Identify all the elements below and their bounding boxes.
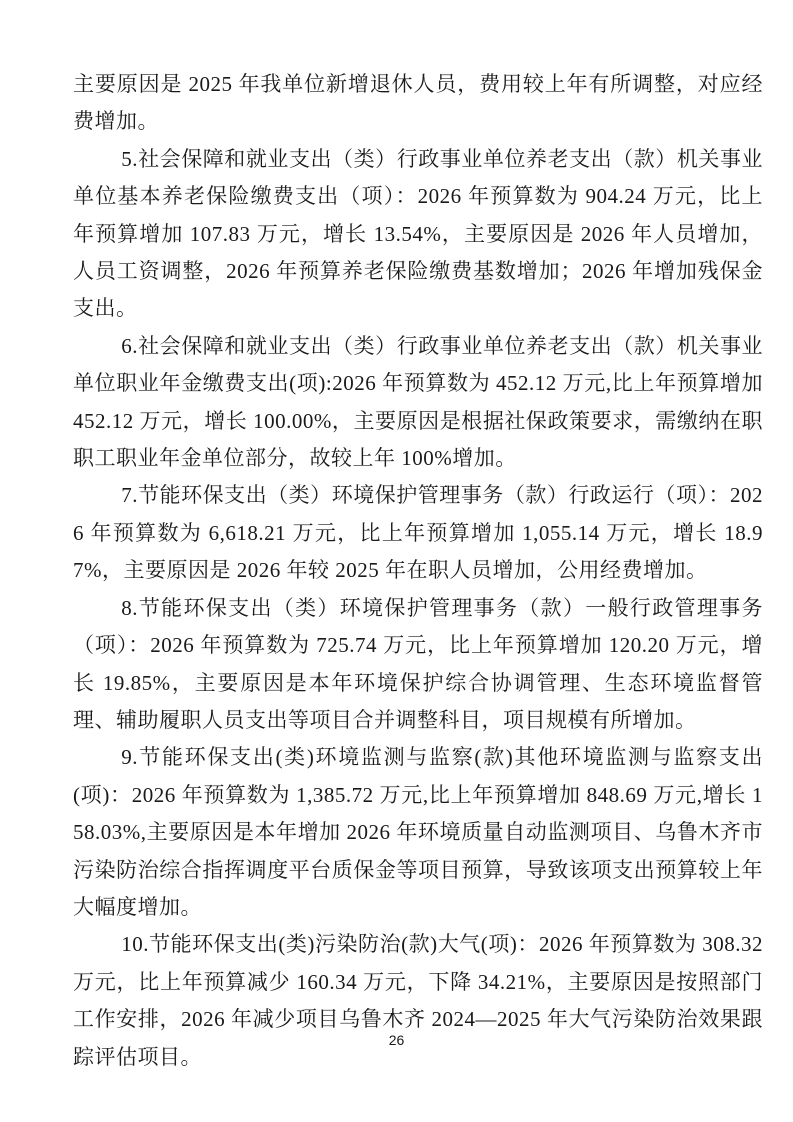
paragraph-item-10: 10.节能环保支出(类)污染防治(款)大气(项)：2026 年预算数为 308.32 万元，比上年预算减少 160.34 万元，下降 34.21%，主要原因是按照部门工作安排，2026 年减少项目乌鲁木齐 2024—2025 年大气污染防治效果跟踪评估项目。 [73, 932, 763, 1069]
page-body-text [73, 66, 763, 1076]
paragraph-item-7: 7.节能环保支出（类）环境保护管理事务（款）行政运行（项）：2026 年预算数为 6,618.21 万元，比上年预算增加 1,055.14 万元，增长 18.97%，主要原因是 2026 年较 2025 年在职人员增加，公用经费增加。 [73, 483, 763, 583]
paragraph-item-5: 5.社会保障和就业支出（类）行政事业单位养老支出（款）机关事业单位基本养老保险缴费支出（项）：2026 年预算数为 904.24 万元，比上年预算增加 107.83 万元，增长 13.54%，主要原因是 2026 年人员增加，人员工资调整，2026 年预算养老保险缴费基数增加；2026 年增加残保金支出。 [73, 146, 763, 321]
page-number: 26 [388, 1032, 405, 1048]
paragraph-item-6: 6.社会保障和就业支出（类）行政事业单位养老支出（款）机关事业单位职业年金缴费支出(项):2026 年预算数为 452.12 万元,比上年预算增加 452.12 万元，增长 100.00%，主要原因是根据社保政策要求，需缴纳在职职工职业年金单位部分，故较上年 100%增加。 [73, 333, 763, 471]
paragraph-continuation: 主要原因是 2025 年我单位新增退休人员，费用较上年有所调整，对应经费增加。 [73, 72, 763, 134]
paragraph-item-8: 8.节能环保支出（类）环境保护管理事务（款）一般行政管理事务（项）：2026 年预算数为 725.74 万元，比上年预算增加 120.20 万元，增长 19.85%，主要原因是本年环境保护综合协调管理、生态环境监督管理、辅助履职人员支出等项目合并调整科目，项目规模有所增加。 [73, 595, 763, 732]
paragraph-item-9: 9.节能环保支出(类)环境监测与监察(款)其他环境监测与监察支出(项)：2026 年预算数为 1,385.72 万元,比上年预算增加 848.69 万元,增长 158.03%,主要原因是本年增加 2026 年环境质量自动监测项目、乌鲁木齐市污染防治综合指挥调度平台质保金等项目预算，导致该项支出预算较上年大幅度增加。 [73, 745, 763, 919]
